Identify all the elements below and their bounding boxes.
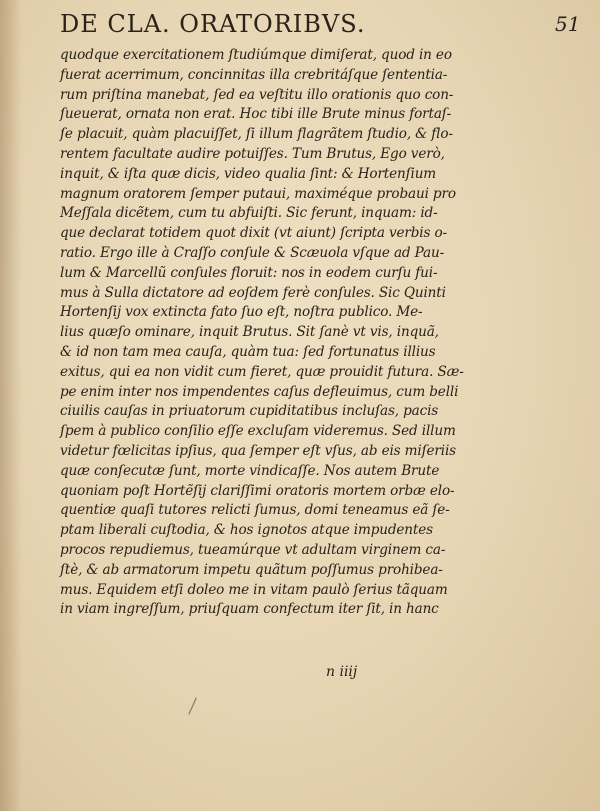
text-line: quoniam poſt Hortẽſij clariſſimi oratoris mortem orbæ elo- [60, 482, 455, 499]
text-line: & id non tam mea cauſa, quàm tua: ſed fortunatus illius [60, 343, 436, 360]
text-line: ptam liberali cuſtodia, & hos ignotos atque impudentes [60, 522, 433, 539]
text-line: in viam ingreſſum, priuſquam confectum iter ſit, in hanc [60, 601, 439, 618]
text-line: ciuilis cauſas in priuatorum cupiditatibus incluſas, pacis [60, 403, 439, 420]
text-line: rum priſtina manebat, ſed ea veſtitu illo orationis quo con- [60, 86, 454, 103]
gutter-shadow [0, 0, 22, 811]
text-line: procos repudiemus, tueamúrque vt adultam virginem ca- [60, 541, 446, 558]
signature-mark: n iiij [326, 664, 358, 680]
text-line: ſueuerat, ornata non erat. Hoc tibi ille Brute minus fortaſ- [60, 106, 452, 123]
text-line: lius quæſo ominare, inquit Brutus. Sit ſanè vt vis, inquã, [60, 324, 439, 341]
text-line: exitus, qui ea non vidit cum fieret, quæ prouidit futura. Sæ- [60, 363, 464, 380]
running-head: DE CLA. ORATORIBVS. [60, 10, 366, 38]
text-line: ſtè, & ab armatorum impetu quãtum poſſumus prohibea- [60, 561, 443, 578]
text-line: Meſſala dicẽtem, cum tu abfuiſti. Sic ferunt, inquam: id- [60, 205, 438, 222]
text-line: ratio. Ergo ille à Craſſo conſule & Scæuola vſque ad Pau- [60, 244, 445, 261]
text-line: ſpem à publico conſilio eſſe excluſam videremus. Sed illum [60, 423, 456, 440]
text-line: que declarat totidem quot dixit (vt aiunt) ſcripta verbis o- [60, 225, 447, 242]
text-line: quæ conſecutæ ſunt, morte vindicaſſe. Nos autem Brute [60, 462, 440, 479]
text-line: lum & Marcellũ conſules floruit: nos in eodem curſu fui- [60, 264, 438, 281]
text-line: ſe placuit, quàm placuiſſet, ſi illum flagrãtem ſtudio, & flo- [60, 126, 453, 143]
text-line: quodque exercitationem ſtudiúmque dimiſerat, quod in eo [60, 47, 452, 63]
text-line: fuerat acerrimum, concinnitas illa crebritáſque ſententia- [60, 66, 448, 83]
pencil-mark [186, 696, 200, 716]
text-line: mus. Equidem etſi doleo me in vitam paulò ſerius tãquam [60, 581, 448, 598]
text-line: magnum oratorem ſemper putaui, maximéque probaui pro [60, 185, 456, 202]
text-line: pe enim inter nos impendentes caſus defleuimus, cum belli [60, 383, 459, 400]
text-line: videtur fœlicitas ipſius, qua ſemper eſt vſus, ab eis miſeriis [60, 442, 456, 459]
body-text [60, 46, 580, 620]
text-line: Hortenſij vox extincta fato ſuo eſt, noſtra publico. Me- [60, 304, 423, 321]
text-line: rentem facultate audire potuiſſes. Tum Brutus, Ego verò, [60, 145, 445, 162]
text-line: mus à Sulla dictatore ad eoſdem ferè conſules. Sic Quinti [60, 284, 446, 301]
text-line: inquit, & iſta quæ dicis, video qualia ſint: & Hortenſium [60, 165, 437, 182]
page-number: 51 [555, 12, 581, 36]
text-line: quentiæ quaſi tutores relicti ſumus, domi teneamus eã ſe- [60, 502, 450, 519]
